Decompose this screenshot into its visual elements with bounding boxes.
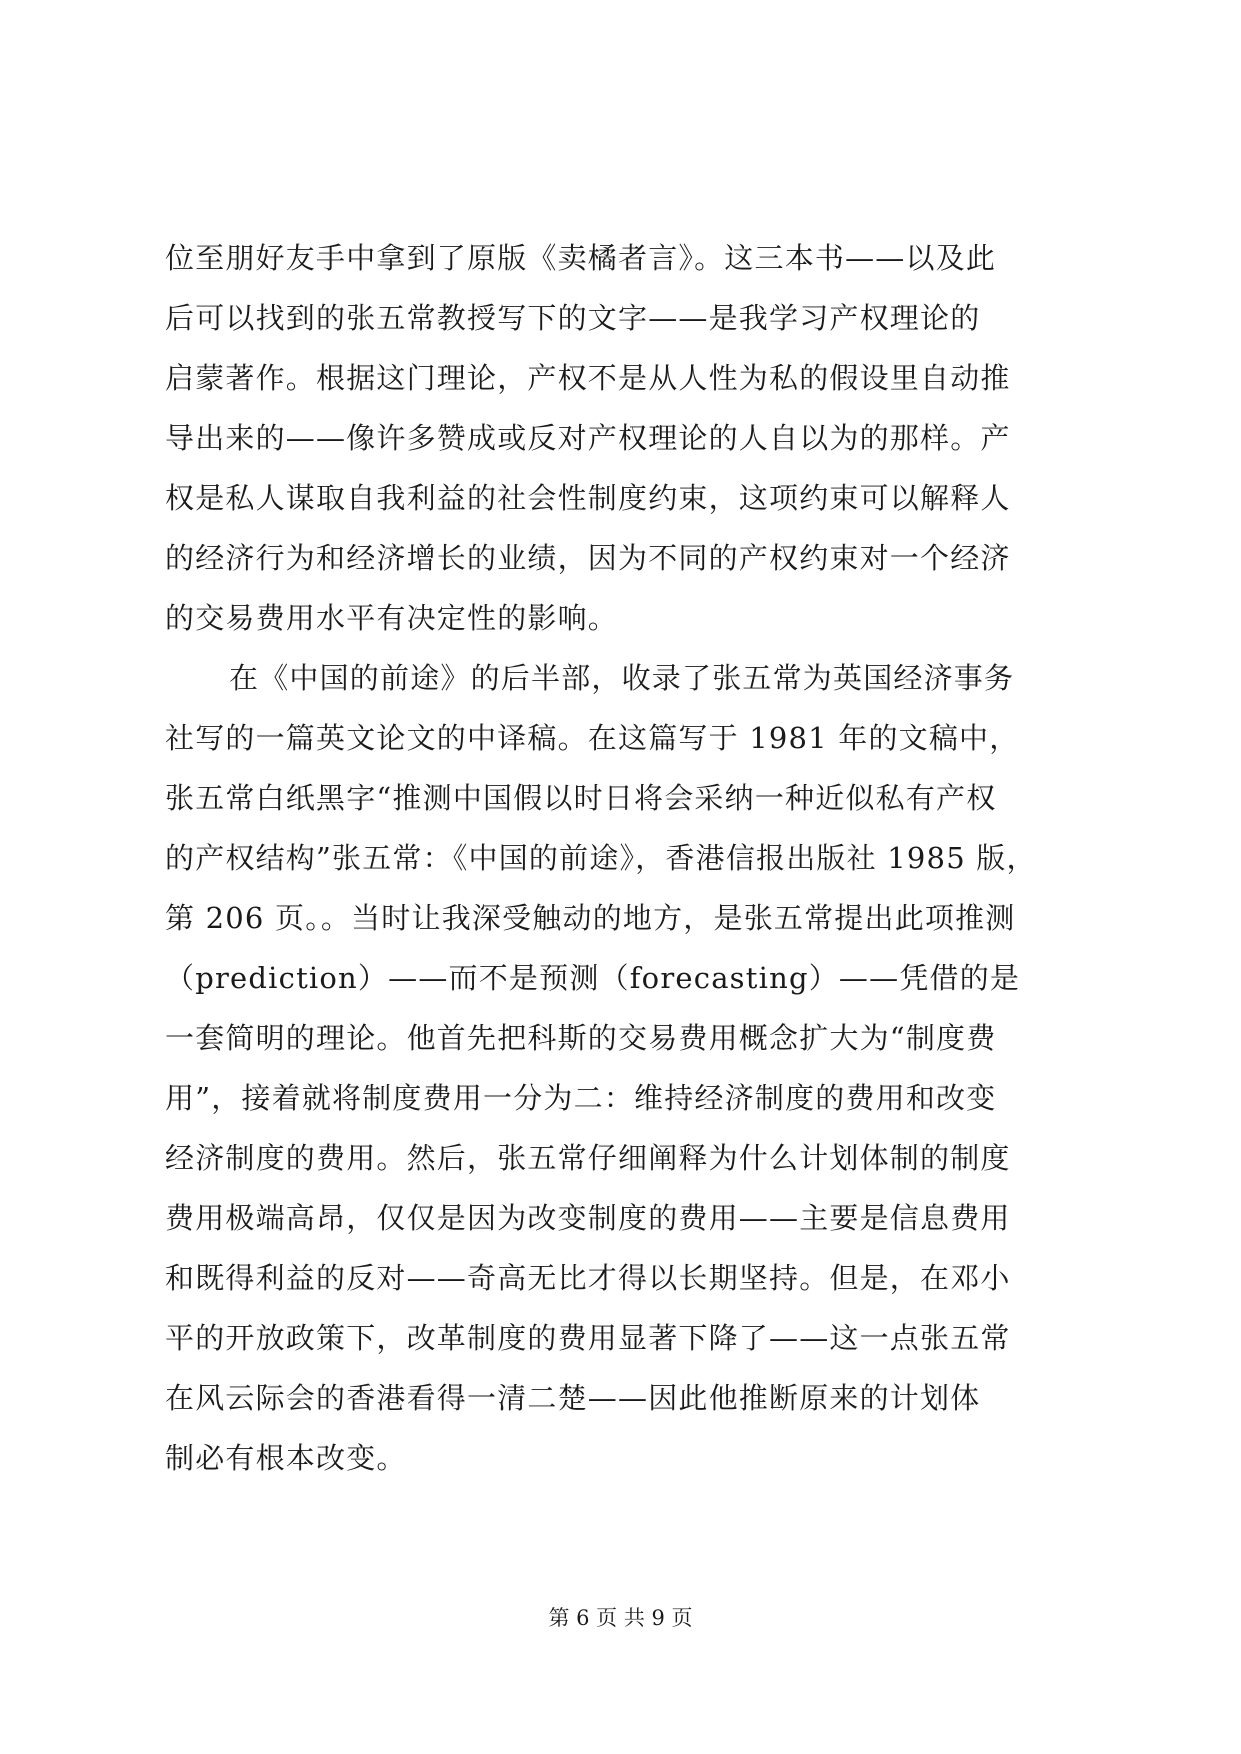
text-line: （prediction）——而不是预测（forecasting）——凭借的是 xyxy=(165,961,1021,995)
page-number: 第 6 页 共 9 页 xyxy=(548,1606,693,1630)
text-line: 制必有根本改变。 xyxy=(165,1441,407,1475)
text-line: 第 206 页。。当时让我深受触动的地方，是张五常提出此项推测 xyxy=(165,901,1016,935)
text-line: 在《中国的前途》的后半部，收录了张五常为英国经济事务 xyxy=(229,661,1015,695)
text-line: 的交易费用水平有决定性的影响。 xyxy=(165,601,619,635)
paragraph-2 xyxy=(165,648,1095,1488)
paragraph-1 xyxy=(165,228,1095,648)
text-line: 在风云际会的香港看得一清二楚——因此他推断原来的计划体 xyxy=(165,1381,981,1415)
text-line: 导出来的——像许多赞成或反对产权理论的人自以为的那样。产 xyxy=(165,421,1011,455)
text-line: 权是私人谋取自我利益的社会性制度约束，这项约束可以解释人 xyxy=(165,481,1011,515)
text-line: 用”，接着就将制度费用一分为二：维持经济制度的费用和改变 xyxy=(165,1081,997,1115)
text-line: 后可以找到的张五常教授写下的文字——是我学习产权理论的 xyxy=(165,301,981,335)
text-line: 一套简明的理论。他首先把科斯的交易费用概念扩大为“制度费 xyxy=(165,1021,997,1055)
text-line: 平的开放政策下，改革制度的费用显著下降了——这一点张五常 xyxy=(165,1321,1011,1355)
text-line: 的产权结构”张五常：《中国的前途》，香港信报出版社 1985 版， xyxy=(165,841,1037,875)
text-line: 位至朋好友手中拿到了原版《卖橘者言》。这三本书——以及此 xyxy=(165,241,997,275)
body-text xyxy=(165,228,1095,1488)
text-line: 张五常白纸黑字“推测中国假以时日将会采纳一种近似私有产权 xyxy=(165,781,997,815)
text-line: 和既得利益的反对——奇高无比才得以长期坚持。但是，在邓小 xyxy=(165,1261,1011,1295)
text-line: 经济制度的费用。然后，张五常仔细阐释为什么计划体制的制度 xyxy=(165,1141,1011,1175)
text-line: 启蒙著作。根据这门理论，产权不是从人性为私的假设里自动推 xyxy=(165,361,1011,395)
text-line: 费用极端高昂，仅仅是因为改变制度的费用——主要是信息费用 xyxy=(165,1201,1011,1235)
text-line: 的经济行为和经济增长的业绩，因为不同的产权约束对一个经济 xyxy=(165,541,1011,575)
text-line: 社写的一篇英文论文的中译稿。在这篇写于 1981 年的文稿中， xyxy=(165,721,1020,755)
